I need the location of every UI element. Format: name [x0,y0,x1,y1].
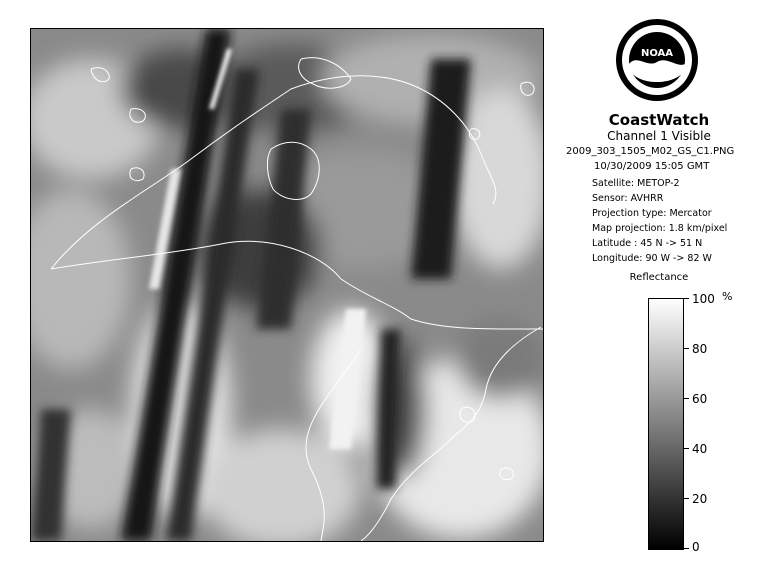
brand-title: CoastWatch [608,111,710,129]
longitude-range: Longitude: 90 W -> 82 W [592,253,712,264]
legend-tick-label: 100 [692,292,715,306]
legend-tick-label: 40 [692,442,708,456]
legend-tick [683,448,689,449]
legend-tick [683,298,689,299]
latitude-range: Latitude : 45 N -> 51 N [592,238,703,249]
satellite-imagery-svg [31,29,543,541]
projection-type: Projection type: Mercator [592,208,712,219]
legend-title: Reflectance [629,272,689,283]
filename: 2009_303_1505_M02_GS_C1.PNG [566,146,735,157]
legend-tick-label: 20 [692,492,708,506]
legend-tick [683,348,689,349]
datetime: 10/30/2009 15:05 GMT [594,161,710,172]
legend-tick-label: 0 [692,540,700,554]
legend-tick [683,548,689,549]
legend-tick-label: 80 [692,342,708,356]
sensor-info: Sensor: AVHRR [592,193,664,204]
info-panel [556,0,782,572]
reflectance-colorbar [648,298,684,550]
legend-tick-label: 60 [692,392,708,406]
noaa-logo-icon [615,18,699,102]
map-projection: Map projection: 1.8 km/pixel [592,223,728,234]
legend-unit: % [722,290,733,303]
legend-tick [683,498,689,499]
channel-label: Channel 1 Visible [607,129,711,143]
satellite-image [30,28,544,542]
logo-text: NOAA [640,48,674,59]
satellite-info: Satellite: METOP-2 [592,178,680,189]
legend-tick [683,398,689,399]
